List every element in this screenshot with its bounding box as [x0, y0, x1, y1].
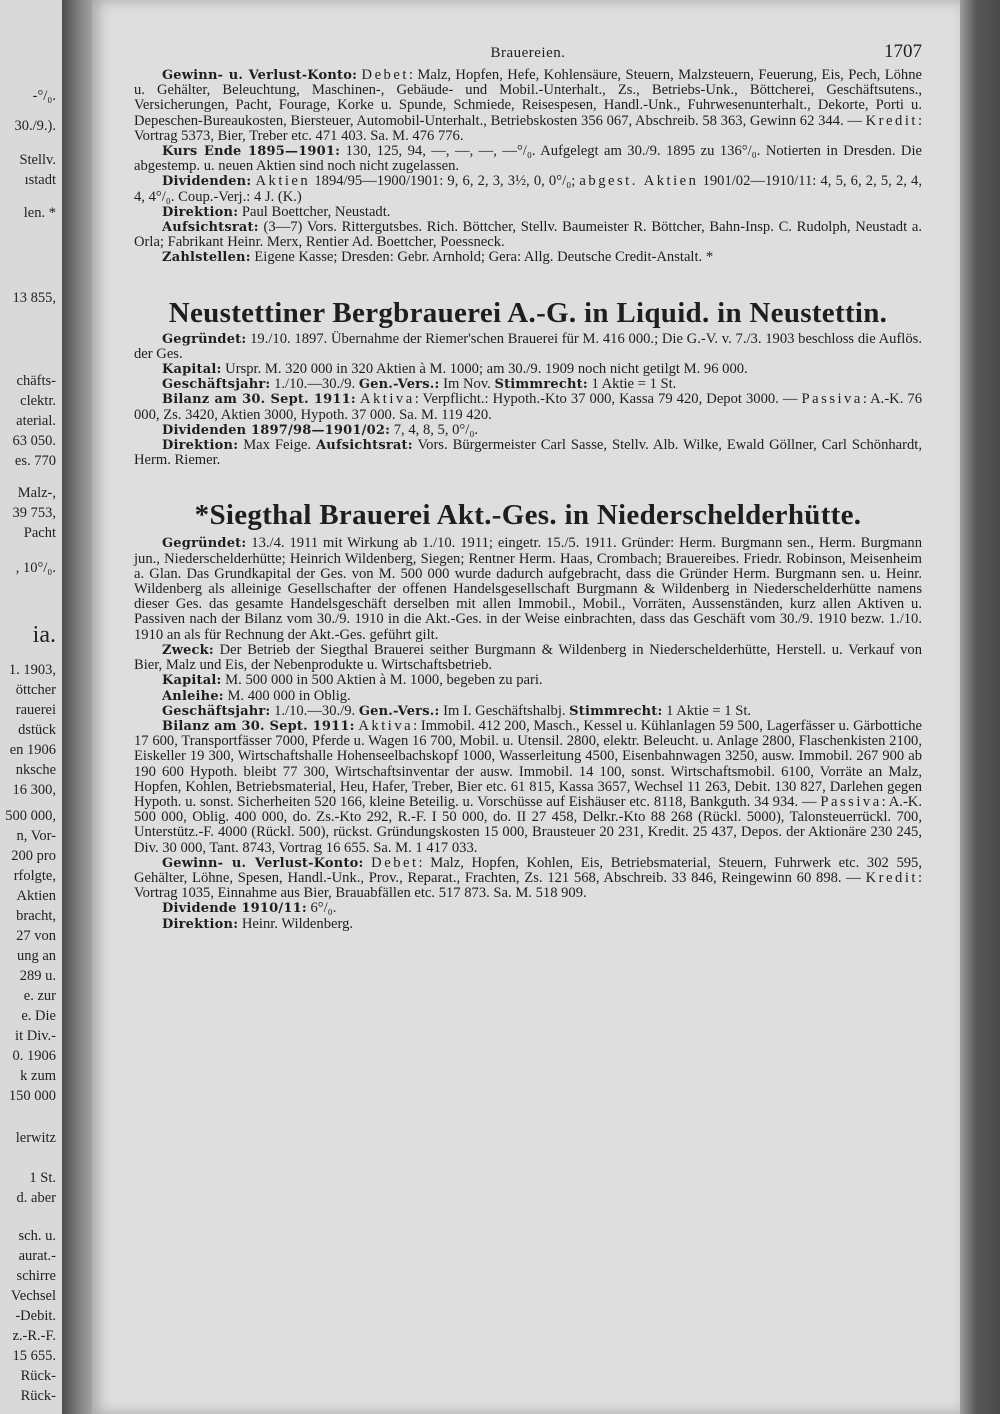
- left-page-fragment: Pacht: [23, 525, 56, 541]
- left-page-fragment: , 10°/₀.: [15, 560, 56, 576]
- kapital-label: Kapital:: [162, 673, 222, 689]
- kredit-label: Kredit: [865, 869, 918, 886]
- left-page-fragment: es. 770: [14, 453, 56, 469]
- entry-neustettin: [134, 296, 922, 469]
- left-page-fragment: aurat.-: [18, 1248, 56, 1264]
- running-head: [134, 38, 922, 68]
- bilanz-label: Bilanz am 30. Sept. 1911:: [162, 718, 355, 734]
- left-page-fragment: 1. 1903,: [8, 662, 56, 678]
- stimmrecht-label: Stimmrecht:: [569, 703, 663, 719]
- left-page-fragment: ıstadt: [24, 172, 56, 188]
- geschaeftsjahr-paragraph: [134, 704, 922, 719]
- gen-vers-text: Im I. Geschäftshalbj.: [439, 702, 570, 719]
- passiva-label: Passiva: [820, 793, 882, 810]
- entry-previous: [134, 68, 922, 266]
- geschaeftsjahr-label: Geschäftsjahr:: [162, 703, 271, 719]
- left-page-fragment: öttcher: [15, 682, 56, 698]
- company-heading: Neustettiner Bergbrauerei A.-G. in Liquid. in Neustettin.: [168, 296, 888, 329]
- left-page-fragment: z.-R.-F.: [12, 1328, 56, 1344]
- zahlstellen-text: Eigene Kasse; Dresden: Gebr. Arnhold; Gera: Allg. Deutsche Credit-Anstalt. *: [250, 249, 714, 266]
- aufsichtsrat-text: (3—7) Vors. Rittergutsbes. Rich. Böttcher, Stellv. Baumeister R. Böttcher, Bahn-Insp. C. Rudolph, Neustadt a. Orla; Fabrikant Heinr. Merx, Rentier Ad. Boettcher, Poessneck.: [134, 219, 922, 251]
- left-page-fragment: chäfts-: [16, 373, 56, 389]
- left-page-fragment: d. aber: [16, 1190, 56, 1206]
- left-page-fragment: sch. u.: [18, 1228, 56, 1244]
- running-head-title: Brauereien.: [490, 45, 566, 61]
- left-page-fragment: -°/₀.: [32, 88, 56, 104]
- gen-vers-label: Gen.-Vers.:: [358, 377, 440, 393]
- stimmrecht-text: 1 Aktie = 1 St.: [587, 376, 677, 393]
- gv-konto-paragraph: [134, 856, 922, 902]
- left-page-fragment: lerwitz: [15, 1130, 56, 1146]
- dividenden-paragraph: [134, 423, 922, 438]
- dividenden-text-1: 1894/95—1900/1901: 9, 6, 2, 3, 3½, 0, 0°/₀;: [310, 173, 580, 190]
- gv-konto-label: Gewinn- u. Verlust-Konto:: [162, 855, 364, 871]
- geschaeftsjahr-text: 1./10.—30./9.: [270, 376, 359, 393]
- direktion-paragraph: [134, 438, 922, 468]
- left-page-fragment: k zum: [20, 1068, 56, 1084]
- left-page-fragment: -Debit.: [15, 1308, 56, 1324]
- geschaeftsjahr-text: 1./10.—30./9.: [270, 702, 359, 719]
- kredit-label: Kredit: [865, 112, 918, 129]
- left-page-fragment: 15 655.: [12, 1348, 56, 1364]
- abgest-aktien-label: abgest. Aktien: [579, 173, 699, 190]
- direktion-text: Max Feige.: [238, 437, 316, 454]
- kredit-text: : Vortrag 1035, Einnahme aus Bier, Brauabfällen etc. 517 873. Sa. M. 518 909.: [134, 869, 922, 902]
- gegruendet-label: Gegründet:: [162, 331, 247, 347]
- passiva-text: : A.-K. 500 000, Oblig. 400 000, do. Zs.-Kto 292, R.-F. I 50 000, do. II 27 458, Delkr.-Kto 88 268 (Rückl. 5000), Talonsteuerrückl. 700, Unterstütz.-F. 4000 (Rückl. 500), rückst. Gründungskosten 15 000, Brausteuer 20 231, Kredit. 25 437, Depos. der Aktionäre 230 245, Div. 30 000, Tant. 8743, Vortrag 16 655. Sa. M. 1 417 033.: [134, 793, 922, 856]
- left-page-fragment: 500 000,: [5, 808, 56, 824]
- kapital-paragraph: [134, 673, 922, 688]
- geschaeftsjahr-label: Geschäftsjahr:: [162, 377, 271, 393]
- bilanz-label: Bilanz am 30. Sept. 1911:: [162, 392, 356, 408]
- left-page-fragment: Malz-,: [17, 485, 56, 501]
- passiva-label: Passiva: [801, 391, 863, 408]
- left-page-fragment: nksche: [15, 762, 56, 778]
- zweck-paragraph: [134, 643, 922, 673]
- left-page-fragment: Vechsel: [10, 1288, 56, 1304]
- direktion-text: Paul Boettcher, Neustadt.: [238, 203, 391, 220]
- left-page-fragment: aterial.: [16, 413, 56, 429]
- direktion-label: Direktion:: [162, 204, 239, 220]
- zweck-label: Zweck:: [162, 642, 214, 658]
- left-page-fragment: ung an: [16, 948, 56, 964]
- zahlstellen-label: Zahlstellen:: [162, 250, 251, 266]
- entry-siegthal: [134, 498, 922, 931]
- left-page-fragment: 13 855,: [12, 290, 56, 306]
- gen-vers-text: Im Nov.: [439, 376, 495, 393]
- zahlstellen-paragraph: [134, 250, 922, 265]
- aufsichtsrat-paragraph: [134, 220, 922, 250]
- left-page-fragment: 150 000: [8, 1088, 56, 1104]
- aktiva-label: Aktiva: [359, 391, 415, 408]
- debet-label: Debet: [361, 67, 409, 83]
- geschaeftsjahr-paragraph: [134, 377, 922, 392]
- anleihe-text: M. 400 000 in Oblig.: [223, 687, 351, 704]
- left-page-fragment: 27 von: [16, 928, 56, 944]
- aufsichtsrat-label: Aufsichtsrat:: [162, 220, 259, 236]
- left-page-fragment: dstück: [18, 722, 56, 738]
- page-content: [134, 38, 922, 932]
- gv-konto-paragraph: [134, 68, 922, 144]
- direktion-label: Direktion:: [162, 916, 239, 932]
- left-page-fragment: n, Vor-: [16, 828, 56, 844]
- right-page-edge: [960, 0, 1000, 1414]
- dividende-text: 6°/₀.: [306, 900, 337, 917]
- left-page-fragment: en 1906: [9, 742, 56, 758]
- aktien-label: Aktien: [255, 173, 311, 190]
- zweck-text: Der Betrieb der Siegthal Brauerei seither Burgmann & Wildenberg in Niederschelderhütte, Herstell. u. Verkauf von Bier, Malz und Eis, der Nebenprodukte u. Wirtschaftsbetrieb.: [134, 641, 922, 674]
- left-page-fragment: clektr.: [20, 393, 56, 409]
- left-page-fragment: 30./9.).: [14, 118, 56, 134]
- passiva-text: : A.-K. 76 000, Zs. 3420, Aktien 3000, Hypoth. 37 000. Sa. M. 119 420.: [134, 391, 923, 423]
- gegruendet-text: 13./4. 1911 mit Wirkung ab 1./10. 1911; eingetr. 15./5. 1911. Gründer: Herm. Burgmann sen., Herm. Burgmann jun., Niederschelderhütte; Heinrich Wildenberg, Siegen; Rentner Herm. Haas, Crombach; Brauereibes. Friedr. Robinson, Meisenheim a. Glan. Das Grundkapital der Ges. von M. 500 000 wurde dadurch aufgebracht, dass die Gründer Herm. Burgmann sen. u. Heinr. Wildenberg als alleinige Gesellschafter der offenen Handelsgesellschaft Burgmann & Wildenberg in Niederschelderhütte namens dieser Ges. das gesamte Handelsgeschäft derselben mit allen Immobil., Mobil., Vorräten, Aussenständen, kurz allen Aktiven u. Passiven nach der Bilanz vom 30./9. 1910 in die Akt.-Ges. in der Weise einbrachten, dass das Geschäft vom 30./9. 1910 bezw. 1./10. 1910 an als für Rechnung der Akt.-Ges. geführt gilt.: [134, 535, 922, 643]
- aktiva-label: Aktiva: [358, 717, 414, 734]
- kapital-text: M. 500 000 in 500 Aktien à M. 1000, begeben zu pari.: [221, 672, 543, 689]
- left-page-fragment: e. zur: [23, 988, 56, 1004]
- kurs-text: 130, 125, 94, —, —, —, —°/₀. Aufgelegt am 30./9. 1895 zu 136°/₀. Notierten in Dresden. Die abgestemp. u. neuen Aktien sind noch nicht zugelassen.: [134, 143, 922, 175]
- gen-vers-label: Gen.-Vers.:: [358, 703, 440, 719]
- kredit-text: : Vortrag 5373, Bier, Treber etc. 471 403. Sa. M. 476 776.: [134, 112, 922, 144]
- left-page-fragment: rauerei: [15, 702, 56, 718]
- left-page-fragment: 1 St.: [29, 1170, 56, 1186]
- company-heading: *Siegthal Brauerei Akt.-Ges. in Niederschelderhütte.: [194, 499, 862, 532]
- dividenden-text: 7, 4, 8, 5, 0°/₀.: [390, 421, 479, 438]
- left-page-fragment: schirre: [16, 1268, 56, 1284]
- anleihe-label: Anleihe:: [162, 688, 224, 704]
- left-page-fragment: ia.: [32, 622, 56, 648]
- dividende-label: Dividende 1910/11:: [162, 901, 307, 917]
- kapital-paragraph: [134, 362, 922, 377]
- kapital-text: Urspr. M. 320 000 in 320 Aktien à M. 1000; am 30./9. 1909 noch nicht getilgt M. 96 000.: [221, 361, 748, 378]
- left-page-fragment: 39 753,: [12, 505, 56, 521]
- left-page-fragment: 289 u.: [19, 968, 56, 984]
- left-page-fragment: 0. 1906: [12, 1048, 56, 1064]
- left-page-fragment: 63 050.: [12, 433, 56, 449]
- left-page-fragment: Rück-: [20, 1388, 56, 1404]
- direktion-text: Heinr. Wildenberg.: [238, 915, 354, 932]
- aktiva-text: : Immobil. 412 200, Masch., Kessel u. Kühlanlagen 59 500, Lagerfässer u. Gärbottiche 17 600, Transportfässer 7000, Pferde u. Wagen 16 700, Mobil. u. Utensil. 2800, elektr. Beleucht. u. Anlage 2800, Flaschenkisten 2100, Eiskeller 19 300, Wirtschaftshalle Hohenseelbachskopf 1000, Wasserleitung 4500, Eisenbahnwagen 3250, ausw. Immobil. 267 900 ab 190 600 Hypoth. bleibt 77 300, Wirtschaftsinventar der ausw. Immobil. 14 100, sonst. Wirtschaftsmobil. 6100, Vorräte an Malz, Hopfen, Kohlen, Betriebsmaterial, Heu, Hafer, Treber, Bier etc. 61 815, Kassa 3657, Wechsel 11 263, Debit. 130 827, Darlehen gegen Hypoth. u. sonst. Sicherheiten 520 166, kleine Beteilig. u. Vorschüsse auf Eishäuser etc. 8118, Bankguth. 34 934. —: [134, 717, 923, 810]
- bilanz-paragraph: [134, 392, 922, 422]
- aktiva-text: : Verpflicht.: Hypoth.-Kto 37 000, Kassa 79 420, Depot 3000. —: [414, 391, 802, 408]
- aufsichtsrat-label: Aufsichtsrat:: [316, 438, 413, 454]
- left-page-fragment: 200 pro: [11, 848, 56, 864]
- stimmrecht-label: Stimmrecht:: [494, 377, 588, 393]
- kapital-label: Kapital:: [162, 362, 222, 378]
- debet-label: Debet: [371, 854, 419, 871]
- debet-text: : Malz, Hopfen, Kohlen, Eis, Betriebsmaterial, Steuern, Fuhrwerk etc. 302 595, Gehälter, Löhne, Spesen, Handl.-Unk., Prov., Reparat., Frachten, Zs. 121 568, Abschreib. 33 846, Reingewinn 60 898. —: [134, 854, 922, 886]
- gegruendet-paragraph: [134, 536, 922, 642]
- direktion-paragraph: [134, 205, 922, 220]
- left-page-fragment: Aktien: [16, 888, 56, 904]
- left-page-fragment: e. Die: [21, 1008, 56, 1024]
- dividende-paragraph: [134, 901, 922, 916]
- kurs-paragraph: [134, 144, 922, 174]
- gegruendet-paragraph: [134, 332, 922, 362]
- kurs-label: Kurs Ende 1895—1901:: [162, 144, 341, 160]
- dividenden-paragraph: [134, 174, 922, 204]
- gegruendet-text: 19./10. 1897. Übernahme der Riemer'schen Brauerei für M. 416 000.; Die G.-V. v. 7./3. 1903 beschloss die Auflös. der Ges.: [134, 330, 922, 362]
- bilanz-paragraph: [134, 719, 922, 856]
- direktion-label: Direktion:: [162, 438, 239, 454]
- left-page-fragment: it Div.-: [15, 1028, 56, 1044]
- page: [92, 0, 960, 1414]
- left-page-fragment: 16 300,: [12, 782, 56, 798]
- dividenden-label: Dividenden 1897/98—1901/02:: [162, 422, 391, 438]
- left-page-fragment: bracht,: [16, 908, 56, 924]
- debet-text: : Malz, Hopfen, Hefe, Kohlensäure, Steuern, Malzsteuern, Feuerung, Eis, Pech, Löhne u. Gehälter, Beleuchtung, Maschinen-, Gebäude- und Mobil.-Unterhalt., Zs., Betriebs-Unk., Böttcherei, Geschäftsutens., Versicherungen, Pacht, Fourage, Korke u. Spunde, Schmiede, Reisespesen, Handl.-Unk., Fuhrwesenunterhalt., Dekorte, Porti u. Depeschen-Bureaukosten, Biersteuer, Automobil-Unterhalt., Betriebskosten 356 067, Abschreib. 58 363, Gewinn 62 344. —: [134, 67, 922, 129]
- dividenden-text-2: 1901/02—1910/11: 4, 5, 6, 2, 5, 2, 4, 4, 4°/₀. Coup.-Verj.: 4 J. (K.): [134, 173, 922, 205]
- page-number: 1707: [884, 41, 922, 62]
- left-page-fragment: len. *: [23, 205, 56, 221]
- stimmrecht-text: 1 Aktie = 1 St.: [662, 702, 752, 719]
- aufsichtsrat-text: Vors. Bürgermeister Carl Sasse, Stellv. Alb. Wilke, Ewald Göllner, Carl Schönhardt, Herm. Riemer.: [134, 437, 922, 469]
- anleihe-paragraph: [134, 689, 922, 704]
- left-page-fragment: Rück-: [20, 1368, 56, 1384]
- left-page-sliver: [0, 0, 64, 1414]
- gv-konto-label: Gewinn- u. Verlust-Konto:: [162, 68, 358, 83]
- left-page-fragment: Stellv.: [19, 152, 56, 168]
- dividenden-label: Dividenden:: [162, 174, 252, 190]
- left-page-fragment: rfolgte,: [13, 868, 56, 884]
- gegruendet-label: Gegründet:: [162, 536, 247, 552]
- direktion-paragraph: [134, 917, 922, 932]
